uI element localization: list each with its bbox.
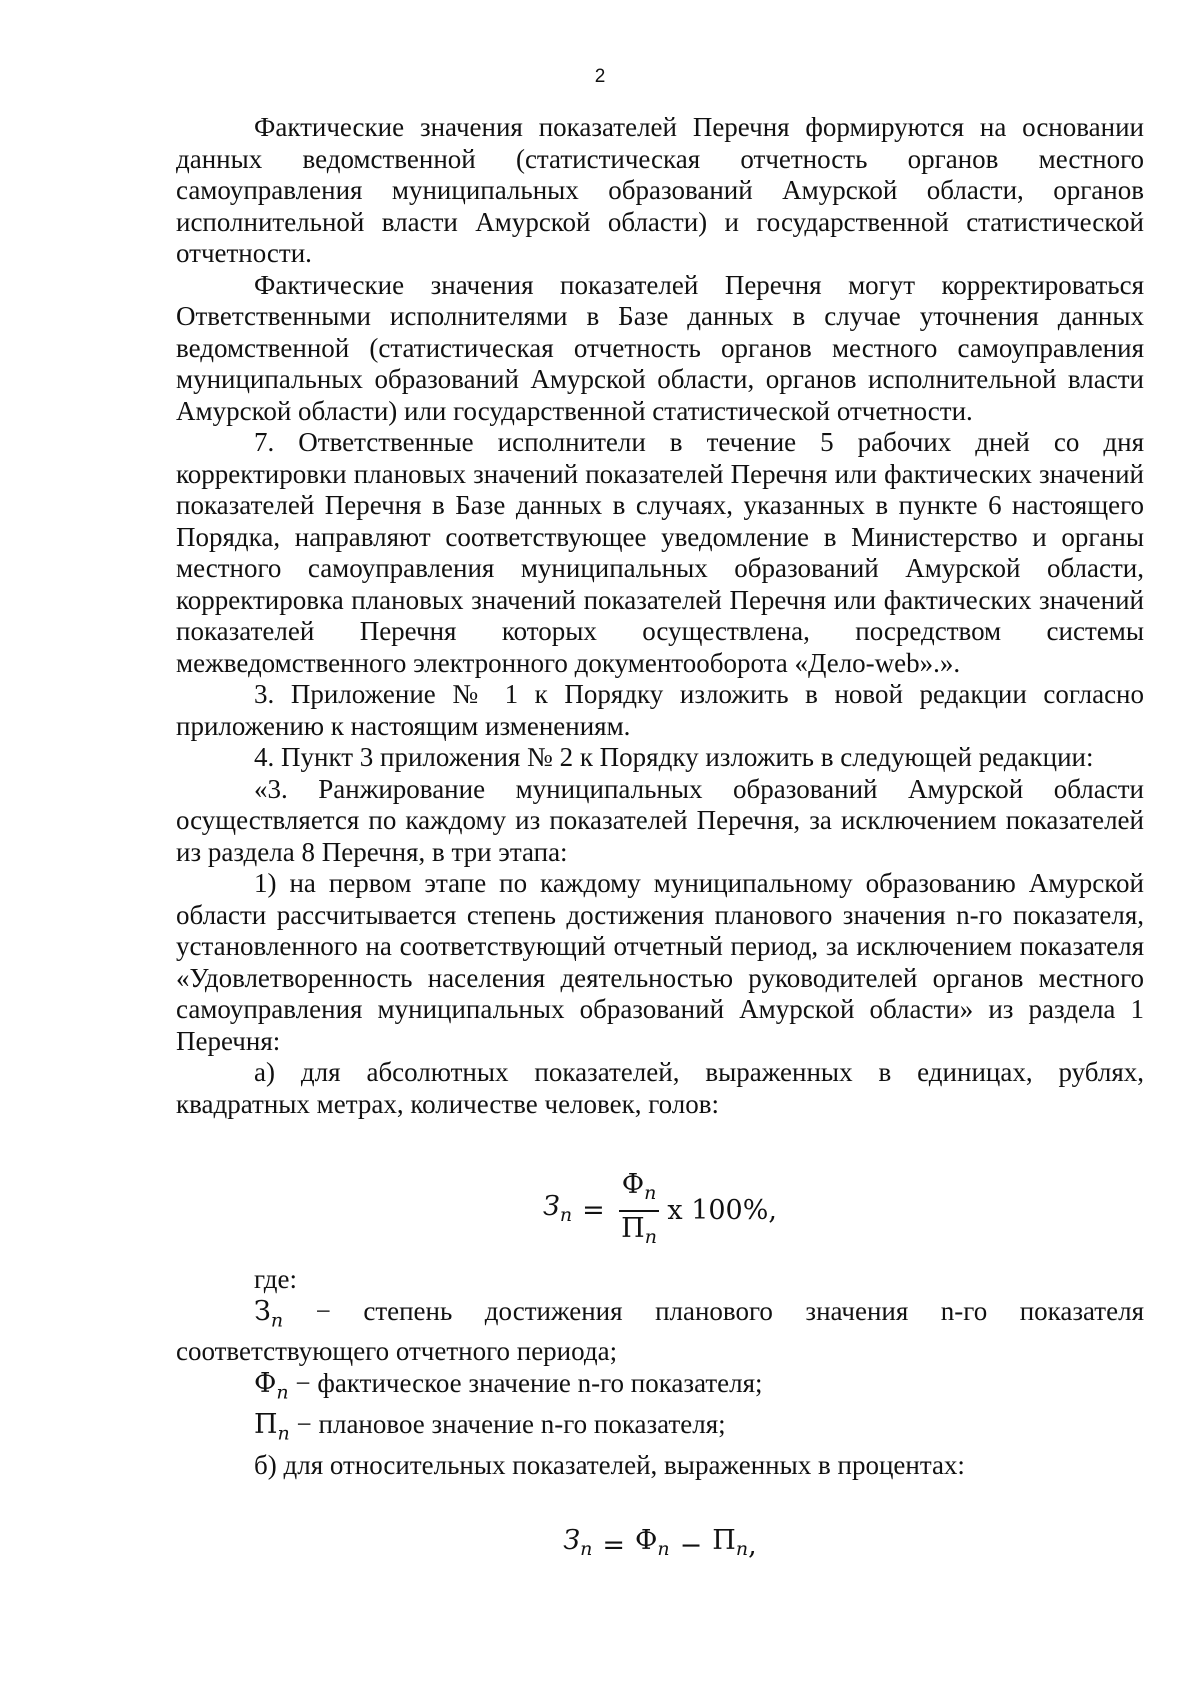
definition-text: − плановое значение n-го показателя;	[289, 1408, 726, 1439]
paragraph: 3. Приложение № 1 к Порядку изложить в новой редакции согласно приложению к настоящим изменениям.	[176, 679, 1144, 741]
formula-lhs: $З_n$	[563, 1525, 593, 1561]
definition-item	[176, 1409, 1144, 1450]
paragraph: Фактические значения показателей Перечня формируются на основании данных ведомственной (статистическая отчетность органов местного самоуправления муниципальных образований Амурской области, органов исполнительной власти Амурской области) и государственной статистической отчетности.	[176, 112, 1144, 268]
definition-item	[176, 1368, 1144, 1409]
definition-symbol: $З_n$	[254, 1295, 284, 1331]
paragraph: а) для абсолютных показателей, выраженных в единицах, рублях, квадратных метрах, количестве человек, голов:	[176, 1057, 1144, 1119]
definition-symbol: $Ф_n$	[254, 1367, 289, 1404]
formula-lhs: $З_n$	[543, 1190, 573, 1226]
paragraph: 1) на первом этапе по каждому муниципальному образованию Амурской области рассчитывается степень достижения планового значения n-го показателя, установленного на соответствующий отчетный период, за исключением показателя «Удовлетворенность населения деятельностью руководителей органов местного самоуправления муниципальных образований Амурской области» из раздела 1 Перечня:	[176, 868, 1144, 1056]
document-body	[176, 112, 1144, 1566]
formula-term-plan: $П_n$	[712, 1525, 749, 1561]
definition-text: − фактическое значение n-го показателя;	[288, 1367, 763, 1398]
definition-item	[176, 1296, 1144, 1368]
page-number: 2	[594, 66, 606, 87]
paragraph: Фактические значения показателей Перечня могут корректироваться Ответственными исполнителями в Базе данных в случае уточнения данных ведомственной (статистическая отчетность органов местного самоуправления муниципальных образований Амурской области, органов исполнительной власти Амурской области) или государственной статистической отчетности.	[176, 269, 1144, 426]
formula-relative	[176, 1525, 1144, 1566]
fraction-denominator: $П_n$	[621, 1213, 657, 1248]
fraction-numerator: $Ф_n$	[619, 1170, 660, 1212]
formula-fraction	[619, 1170, 660, 1252]
paragraph: 7. Ответственные исполнители в течение 5 рабочих дней со дня корректировки плановых значений показателей Перечня или фактических значений показателей Перечня в Базе данных в случаях, указанных в пункте 6 настоящего Порядка, направляют соответствующее уведомление в Министерство и органы местного самоуправления муниципальных образований Амурской области, корректировка плановых значений показателей Перечня или фактических значений показателей Перечня которых осуществлена, посредством системы межведомственного электронного документооборота «Дело-web».».	[176, 427, 1144, 678]
formula-tail: x 100%,	[667, 1195, 777, 1227]
paragraph: «3. Ранжирование муниципальных образований Амурской области осуществляется по каждому из показателей Перечня, за исключением показателей из раздела 8 Перечня, в три этапа:	[176, 773, 1144, 867]
formula-equals: =	[582, 1195, 605, 1227]
formula-tail: ,	[748, 1529, 757, 1561]
where-label: где:	[254, 1264, 297, 1294]
paragraph: 4. Пункт 3 приложения № 2 к Порядку изложить в следующей редакции:	[254, 742, 1094, 772]
definition-symbol: $П_n$	[254, 1408, 290, 1445]
formula-equals: =	[602, 1529, 625, 1561]
paragraph: б) для относительных показателей, выраженных в процентах:	[254, 1449, 965, 1480]
definition-text: − степень достижения планового значения n-го показателя соответствующего отчетного периода;	[176, 1295, 1144, 1367]
formula-minus: −	[679, 1529, 703, 1561]
formula-absolute	[176, 1170, 1144, 1252]
formula-term-actual: $Ф_n$	[635, 1525, 670, 1561]
